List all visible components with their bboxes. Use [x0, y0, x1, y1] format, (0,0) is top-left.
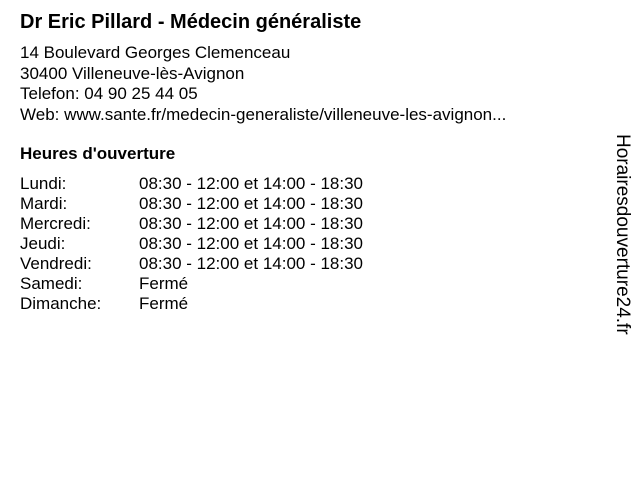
contact-info [20, 43, 506, 125]
day-hours: 08:30 - 12:00 et 14:00 - 18:30 [139, 214, 364, 233]
day-label: Vendredi: [20, 254, 92, 273]
day-label: Dimanche: [20, 294, 102, 313]
day-hours: Fermé [139, 294, 189, 313]
page-title: Dr Eric Pillard - Médecin généraliste [20, 11, 362, 33]
day-hours: 08:30 - 12:00 et 14:00 - 18:30 [139, 234, 364, 253]
site-watermark: Horairesdouverture24.fr [612, 134, 633, 335]
day-hours: Fermé [139, 274, 189, 293]
day-label: Mardi: [20, 194, 68, 213]
day-label: Jeudi: [20, 234, 66, 253]
hours-heading: Heures d'ouverture [20, 144, 176, 163]
address-city: 30400 Villeneuve-lès-Avignon [20, 63, 245, 83]
address-street: 14 Boulevard Georges Clemenceau [20, 43, 291, 62]
day-hours: 08:30 - 12:00 et 14:00 - 18:30 [139, 174, 364, 193]
day-label: Mercredi: [20, 214, 91, 233]
day-hours: 08:30 - 12:00 et 14:00 - 18:30 [139, 194, 364, 213]
day-label: Lundi: [20, 174, 67, 193]
phone-number: Telefon: 04 90 25 44 05 [20, 84, 198, 103]
day-hours: 08:30 - 12:00 et 14:00 - 18:30 [139, 254, 364, 273]
day-label: Samedi: [20, 274, 83, 293]
website-link[interactable]: Web: www.sante.fr/medecin-generaliste/villeneuve-les-avignon... [20, 104, 507, 124]
